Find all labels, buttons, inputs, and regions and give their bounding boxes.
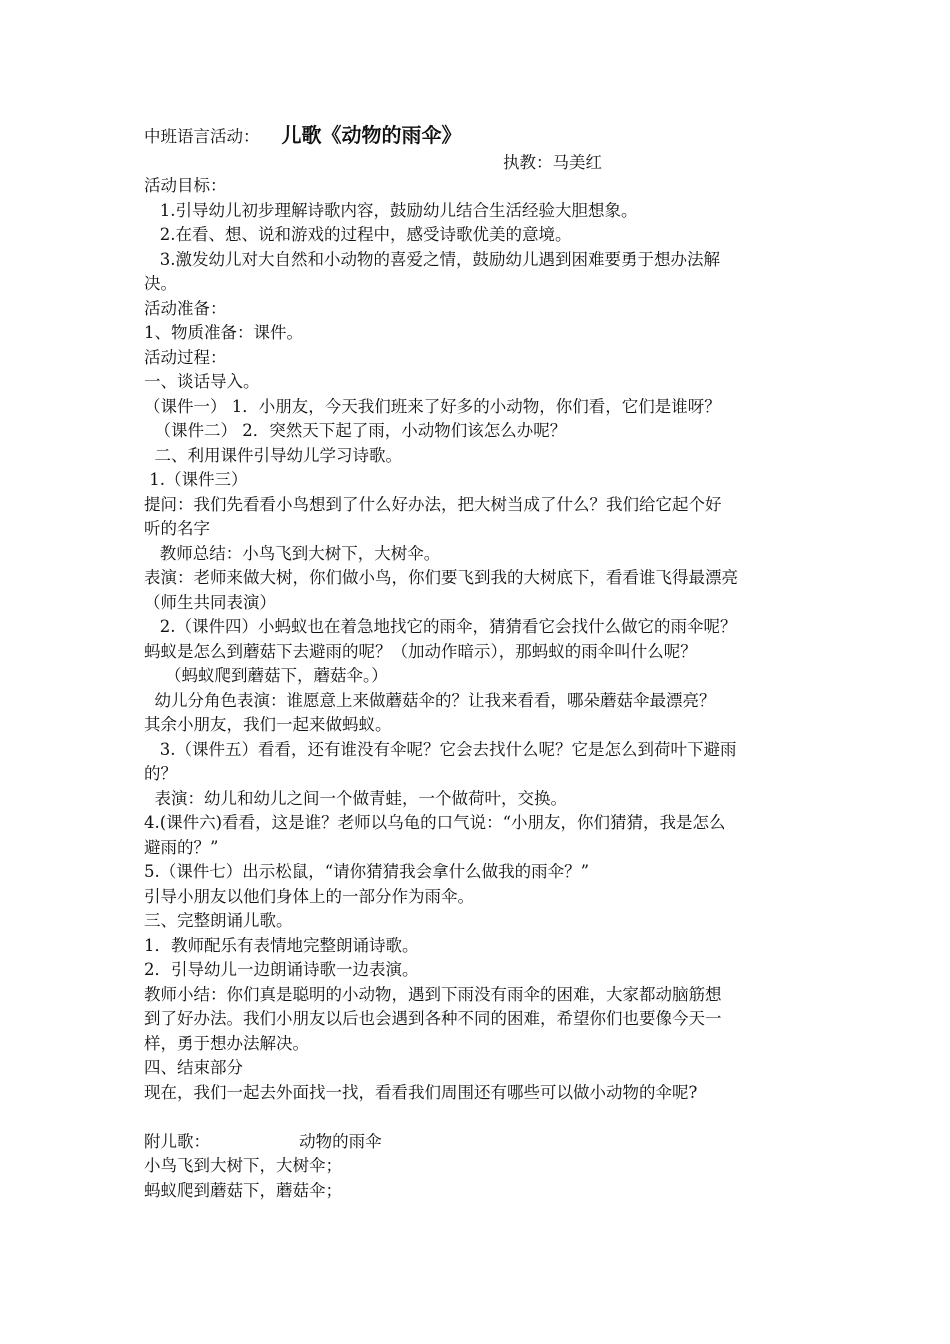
text-line: 3.（课件五）看看，还有谁没有伞呢？它会去找什么呢？它是怎么到荷叶下避雨 [144,739,737,759]
text-line: 附儿歌： 动物的雨伞 [144,1131,382,1151]
text-line: （课件二） 2．突然天下起了雨，小动物们该怎么办呢？ [144,421,567,440]
text-line: 1.（课件三） [144,470,248,489]
text-line: 决。 [144,274,177,293]
text-line: 听的名字 [144,519,210,538]
text-line: 3.激发幼儿对大自然和小动物的喜爱之情，鼓励幼儿遇到困难要勇于想办法解 [144,249,720,269]
text-line: 活动目标： [144,176,227,195]
text-line: 活动过程： [144,347,227,367]
text-line: 4.(课件六)看看，这是谁？老师以乌龟的口气说：“小朋友，你们猜猜，我是怎么 [144,813,726,832]
text-line: 引导小朋友以他们身体上的一部分作为雨伞。 [144,886,474,906]
document-page [144,118,816,1203]
text-line: （师生共同表演） [144,592,276,612]
text-line: 提问：我们先看看小鸟想到了什么好办法，把大树当成了什么？我们给它起个好 [144,494,722,514]
text-line: 蚂蚁爬到蘑菇下，蘑菇伞； [144,1180,342,1200]
text-line: 避雨的？” [144,837,219,857]
text-line: 2.在看、想、说和游戏的过程中，感受诗歌优美的意境。 [144,225,572,244]
text-line: （课件一） 1．小朋友，今天我们班来了好多的小动物，你们看，它们是谁呀？ [144,396,721,416]
title-prefix: 中班语言活动： [144,127,260,146]
text-line: 2．引导幼儿一边朗诵诗歌一边表演。 [144,960,419,979]
text-line: 一、谈话导入。 [144,372,260,391]
text-line: 三、完整朗诵儿歌。 [144,911,293,930]
text-line: 二、利用课件引导幼儿学习诗歌。 [144,445,402,465]
text-line: 1.引导幼儿初步理解诗歌内容，鼓励幼儿结合生活经验大胆想象。 [144,200,638,220]
title-line [144,118,816,152]
text-line: 的？ [144,764,177,783]
text-line: （蚂蚁爬到蘑菇下，蘑菇伞。） [144,666,388,685]
text-line: 其余小朋友，我们一起来做蚂蚁。 [144,715,392,734]
text-line: 1．教师配乐有表情地完整朗诵诗歌。 [144,935,419,955]
document-title: 儿歌《动物的雨伞》 [281,123,462,147]
text-line: 表演：老师来做大树，你们做小鸟，你们要飞到我的大树底下，看看谁飞得最漂亮 [144,568,738,587]
text-line: 四、结束部分 [144,1058,243,1077]
document-body [144,174,816,1203]
text-line: 蚂蚁是怎么到蘑菇下去避雨的呢？（加动作暗示），那蚂蚁的雨伞叫什么呢？ [144,641,697,661]
text-line: 小鸟飞到大树下，大树伞； [144,1156,342,1175]
teacher-credit: 执教：马美红 [503,153,602,172]
text-line: 到了好办法。我们小朋友以后也会遇到各种不同的困难，希望你们也要像今天一 [144,1009,722,1028]
text-line: 1、物质准备：课件。 [144,323,303,342]
text-line: 表演：幼儿和幼儿之间一个做青蛙，一个做荷叶，交换。 [144,788,567,808]
text-line [144,1105,816,1130]
text-line: 教师总结：小鸟飞到大树下，大树伞。 [144,543,441,563]
text-line: 活动准备： [144,298,227,318]
text-line: 幼儿分角色表演：谁愿意上来做蘑菇伞的？让我来看看，哪朵蘑菇伞最漂亮？ [144,690,716,710]
text-line: 教师小结：你们真是聪明的小动物，遇到下雨没有雨伞的困难，大家都动脑筋想 [144,984,722,1004]
text-line: 样，勇于想办法解决。 [144,1033,309,1053]
text-line: 5.（课件七）出示松鼠，“请你猜猜我会拿什么做我的雨伞？” [144,862,590,881]
text-line: 2.（课件四）小蚂蚁也在着急地找它的雨伞，猜猜看它会找什么做它的雨伞呢？ [144,617,737,636]
text-line: 现在，我们一起去外面找一找，看看我们周围还有哪些可以做小动物的伞呢? [144,1082,698,1102]
